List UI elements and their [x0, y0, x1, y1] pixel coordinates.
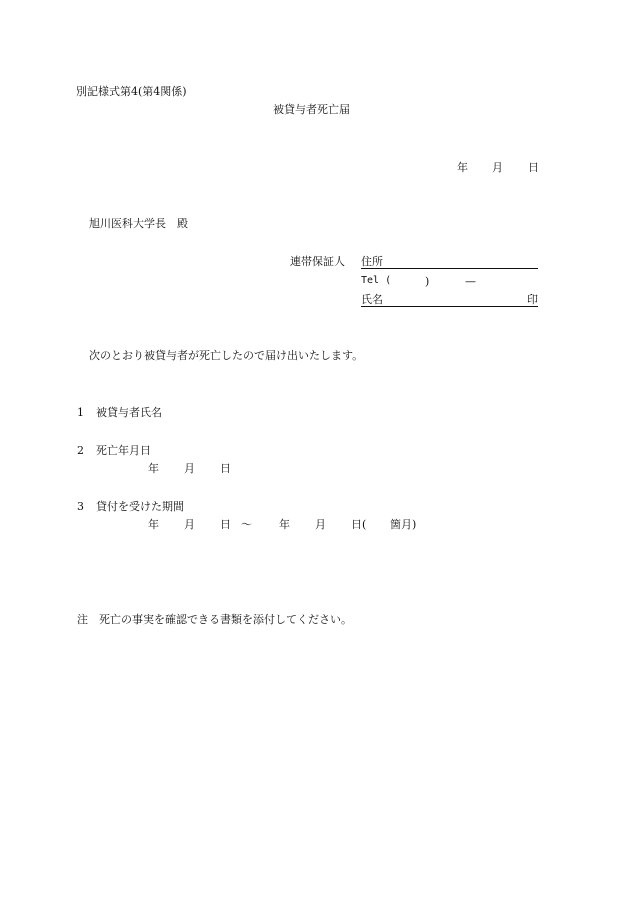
name-label: 氏名: [361, 293, 383, 306]
addressee: 旭川医科大学長 殿: [89, 217, 188, 230]
item-3-end-day: 日(: [351, 518, 367, 531]
seal-mark: 印: [527, 293, 538, 306]
item-2-year: 年: [148, 462, 159, 475]
statement: 次のとおり被貸与者が死亡したので届け出いたします。: [89, 349, 364, 362]
item-3-start-day: 日: [220, 518, 231, 531]
item-2-label: 死亡年月日: [96, 444, 151, 457]
tel-close-paren: ): [425, 275, 430, 288]
name-underline: [361, 306, 538, 307]
date-month: 月: [492, 161, 503, 174]
item-3-number: 3: [77, 500, 84, 513]
item-3-months: 箇月): [390, 518, 417, 531]
item-2-month: 月: [184, 462, 195, 475]
item-1-label: 被貸与者氏名: [96, 406, 162, 419]
item-2-number: 2: [77, 444, 84, 457]
item-1-number: 1: [77, 406, 84, 419]
address-underline: [361, 268, 538, 269]
item-3-start-month: 月: [184, 518, 195, 531]
item-3-tilde: 〜: [241, 518, 252, 531]
footnote: 注 死亡の事実を確認できる書類を添付してください。: [77, 613, 352, 626]
item-3-start-year: 年: [148, 518, 159, 531]
tel-dash: —: [465, 275, 476, 288]
item-2-day: 日: [220, 462, 231, 475]
guarantor-label: 連帯保証人: [290, 255, 345, 268]
document-title: 被貸与者死亡届: [273, 103, 350, 116]
form-reference: 別記様式第4(第4関係): [76, 85, 187, 98]
item-3-end-year: 年: [279, 518, 290, 531]
tel-label: Tel (: [361, 275, 392, 286]
date-year: 年: [457, 161, 468, 174]
item-3-end-month: 月: [315, 518, 326, 531]
address-label: 住所: [361, 255, 383, 268]
item-3-label: 貸付を受けた期間: [96, 500, 184, 513]
date-day: 日: [528, 161, 539, 174]
